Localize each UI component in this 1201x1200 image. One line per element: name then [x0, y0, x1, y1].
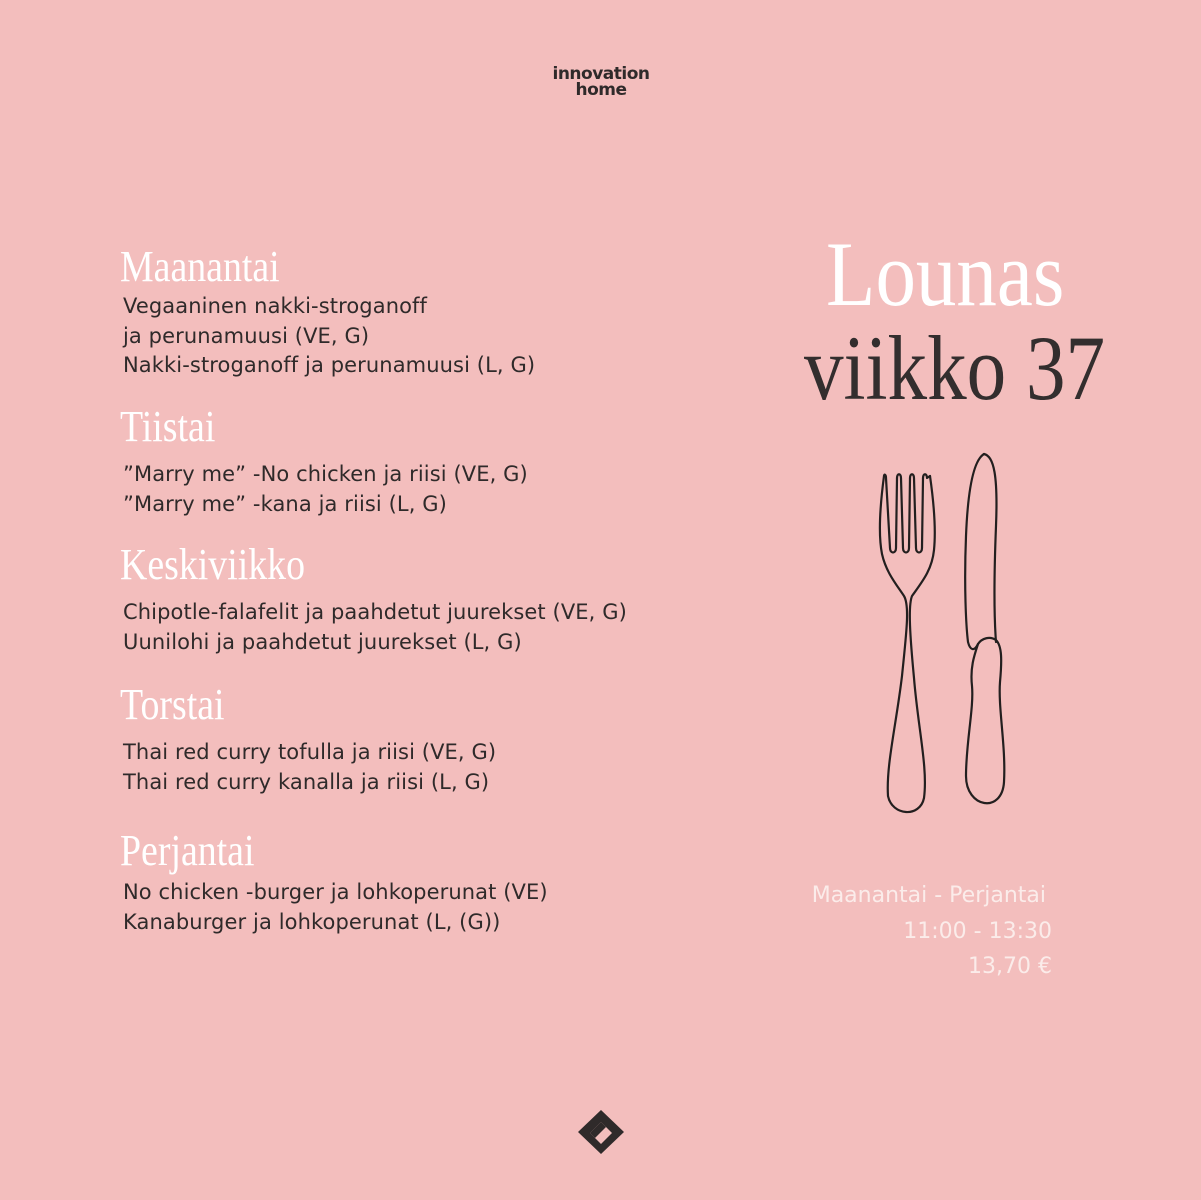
day-name-monday: Maanantai — [120, 242, 280, 291]
day-monday — [120, 242, 535, 381]
logo-line-2: home — [575, 80, 627, 100]
dish-line: Thai red curry tofulla ja riisi (VE, G) — [123, 740, 497, 764]
dish-line: Kanaburger ja lohkoperunat (L, (G)) — [123, 909, 501, 934]
dish-line: Nakki-stroganoff ja perunamuusi (L, G) — [123, 353, 536, 377]
innovation-home-mark-icon — [576, 1108, 626, 1156]
dish-line: ”Marry me” -kana ja riisi (L, G) — [123, 491, 447, 516]
day-thursday — [120, 680, 496, 797]
fork-and-knife-icon — [870, 446, 1020, 822]
week-number-title: viikko 37 — [804, 317, 1106, 419]
menu-title: Lounas — [826, 223, 1065, 325]
day-name-thursday: Torstai — [120, 680, 225, 729]
logo-line-1: innovation — [552, 64, 650, 84]
serving-days: Maanantai - Perjantai — [811, 883, 1046, 908]
day-wednesday — [120, 540, 627, 657]
day-name-friday: Perjantai — [120, 826, 255, 875]
day-friday — [120, 826, 548, 937]
serving-hours: 11:00 - 13:30 — [903, 918, 1052, 944]
dish-line: Chipotle-falafelit ja paahdetut juurekset (VE, G) — [123, 600, 627, 624]
dish-line: No chicken -burger ja lohkoperunat (VE) — [123, 880, 548, 904]
dish-line: Uunilohi ja paahdetut juurekset (L, G) — [123, 629, 522, 654]
day-name-wednesday: Keskiviikko — [120, 540, 305, 589]
day-tuesday — [120, 402, 528, 519]
dish-line: Thai red curry kanalla ja riisi (L, G) — [123, 769, 490, 794]
day-name-tuesday: Tiistai — [120, 402, 216, 451]
dish-line: ja perunamuusi (VE, G) — [123, 323, 370, 348]
dish-line: Vegaaninen nakki-stroganoff — [123, 294, 428, 318]
lunch-price: 13,70 € — [968, 954, 1052, 979]
dish-line: ”Marry me” -No chicken ja riisi (VE, G) — [123, 462, 528, 486]
serving-info — [760, 878, 1052, 985]
brand-logo — [540, 66, 662, 98]
